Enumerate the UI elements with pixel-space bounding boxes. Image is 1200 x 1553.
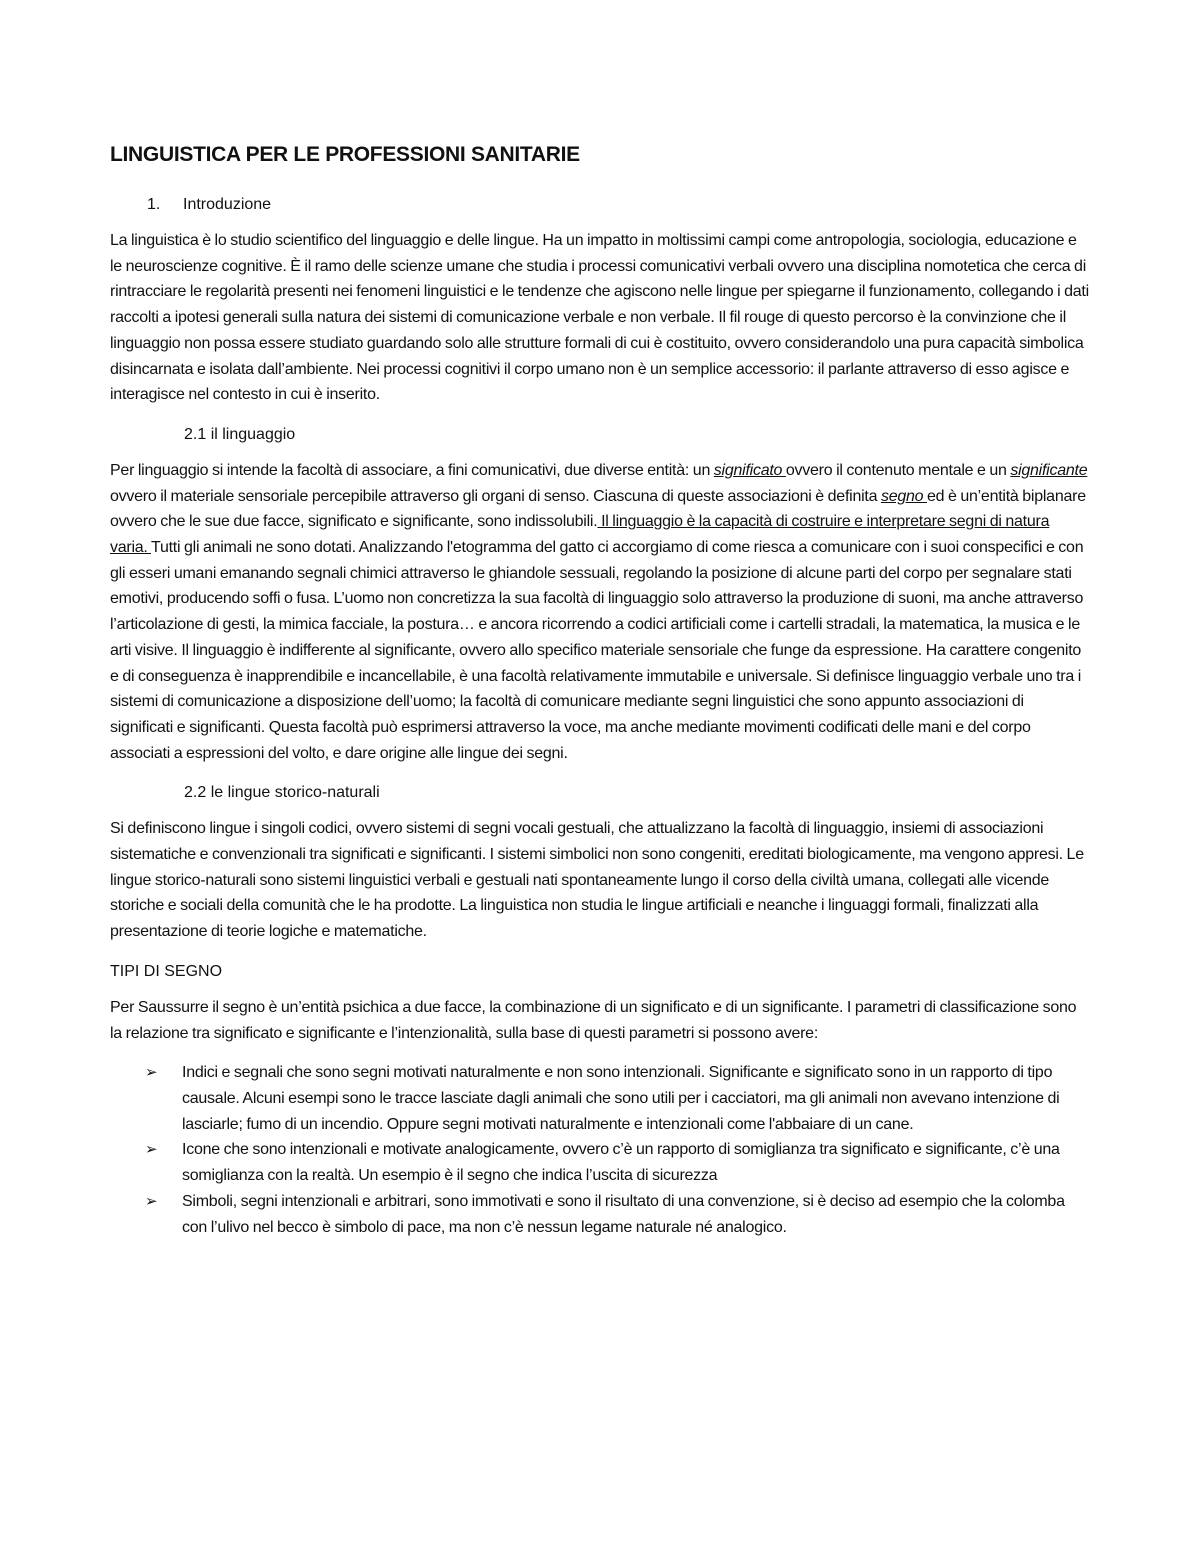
list-item xyxy=(110,1189,1090,1240)
arrow-bullet-icon: ➢ xyxy=(145,1192,158,1210)
lingue-paragraph: Si definiscono lingue i singoli codici, ovvero sistemi di segni vocali gestuali, che attualizzano la facoltà di linguaggio, insiemi di associazioni sistematiche e convenzionali tra significati e significanti. I sistemi simbolici non sono congeniti, ereditati biologicamente, ma vengono appresi. Le lingue storico-naturali sono sistemi linguistici verbali e gestuali nati spontaneamente lungo il corso della civiltà umana, collegati alle vicende storiche e sociali della comunità che le ha prodotte. La linguistica non studia le lingue artificiali e neanche i linguaggi formali, finalizzati alla presentazione di teorie logiche e matematiche. xyxy=(110,820,1084,941)
list-item-text: Icone che sono intenzionali e motivate analogicamente, ovvero c’è un rapporto di somiglianza tra significato e significante, c’è una somiglianza con la realtà. Un esempio è il segno che indica l’uscita di sicurezza xyxy=(182,1141,1060,1185)
text-run: Tutti gli animali ne sono dotati. Analizzando l'etogramma del gatto ci accorgiamo di come riesca a comunicare con i suoi conspecifici e con gli esseri umani emanando segnali chimici attraverso le ghiandole sessuali, regolando la posizione di alcune parti del corpo per segnalare stati emotivi, producendo soffi o fusa. L’uomo non concretizza la sua facoltà di linguaggio solo attraverso la produzione di suoni, ma anche attraverso l’articolazione di gesti, la mimica facciale, la postura… e ancora ricorrendo a codici artificiali come i cartelli stradali, la matematica, la musica e le arti visive. Il linguaggio è indifferente al significante, ovvero allo specifico materiale sensoriale che funge da espressione. Ha carattere congenito e di conseguenza è inapprendibile e incancellabile, è una facoltà relativamente immutabile e universale. Si definisce linguaggio verbale uno tra i sistemi di comunicazione a disposizione dell’uomo; la facoltà di comunicare mediante segni linguistici che sono appunto associazioni di significati e significanti. Questa facoltà può esprimersi attraverso la voce, ma anche mediante movimenti codificati delle mani e del corpo associati a espressioni del volto, e dare origine alle lingue dei segni. xyxy=(110,539,1084,762)
term-segno: segno xyxy=(880,487,927,505)
text-run: ovvero il contenuto mentale e un xyxy=(785,461,1011,479)
text-run: ovvero il materiale sensoriale percepibile attraverso gli organi di senso. Ciascuna di queste associazioni è definita xyxy=(110,487,881,505)
arrow-bullet-icon: ➢ xyxy=(145,1064,158,1082)
section-heading-tipi-di-segno: TIPI DI SEGNO xyxy=(110,962,223,980)
term-significante: significante xyxy=(1010,461,1088,479)
saussure-paragraph: Per Saussurre il segno è un’entità psichica a due facce, la combinazione di un significato e di un significante. I parametri di classificazione sono la relazione tra significato e significante e l’intenzionalità, sulla base di questi parametri si possono avere: xyxy=(110,998,1077,1042)
underlined-definition: Il linguaggio è la capacità di costruire e interpretare segni di natura varia. xyxy=(110,513,1050,557)
list-item-text: Simboli, segni intenzionali e arbitrari, sono immotivati e sono il risultato di una convenzione, si è deciso ad esempio che la colomba con l’ulivo nel becco è simbolo di pace, ma non c’è nessun legame naturale né analogico. xyxy=(182,1192,1065,1236)
list-item-text: Indici e segnali che sono segni motivati naturalmente e non sono intenzionali. Significante e significato sono in un rapporto di tipo causale. Alcuni esempi sono le tracce lasciate dagli animali che sono utili per i cacciatori, ma gli animali non avevano intenzione di lasciarle; fumo di un incendio. Oppure segni motivati naturalmente e intenzionali come l'abbaiare di un cane. xyxy=(182,1064,1060,1133)
section-heading-introduzione xyxy=(110,192,1090,218)
section-number: 1. xyxy=(147,196,161,213)
intro-paragraph: La linguistica è lo studio scientifico del linguaggio e delle lingue. Ha un impatto in moltissimi campi come antropologia, sociologia, educazione e le neuroscienze cognitive. È il ramo delle scienze umane che studia i processi comunicativi verbali ovvero una disciplina nomotetica che cerca di rintracciare le regolarità presenti nei fenomeni linguistici e le tendenze che agiscono nelle lingue per spiegarne il funzionamento, collegando i dati raccolti a ipotesi generali sulla natura dei sistemi di comunicazione verbale e non verbale. Il fil rouge di questo percorso è la convinzione che il linguaggio non possa essere studiato guardando solo alle strutture formali di cui è costituito, ovvero considerandolo una pura capacità simbolica disincarnata e isolata dall’ambiente. Nei processi cognitivi il corpo umano non è un semplice accessorio: il parlante attraverso di esso agisce e interagisce nel contesto in cui è inserito. xyxy=(110,232,1089,404)
list-item xyxy=(110,1060,1090,1137)
section-heading-linguaggio: 2.1 il linguaggio xyxy=(184,425,296,443)
document-title: LINGUISTICA PER LE PROFESSIONI SANITARIE xyxy=(110,143,580,166)
list-item xyxy=(110,1137,1090,1188)
section-heading-lingue: 2.2 le lingue storico-naturali xyxy=(184,784,380,802)
arrow-bullet-icon: ➢ xyxy=(145,1141,158,1159)
document-page xyxy=(110,140,1090,1240)
linguaggio-paragraph xyxy=(110,458,1090,766)
text-run: Per linguaggio si intende la facoltà di associare, a fini comunicativi, due diverse entità: un xyxy=(110,461,714,479)
term-significato: significato xyxy=(713,461,786,479)
section-label: Introduzione xyxy=(183,196,272,213)
text-run: ed è un’entità biplanare ovvero che le sue due facce, significato e significante, sono indissolubili. xyxy=(110,487,1086,531)
sign-types-list xyxy=(110,1060,1090,1240)
